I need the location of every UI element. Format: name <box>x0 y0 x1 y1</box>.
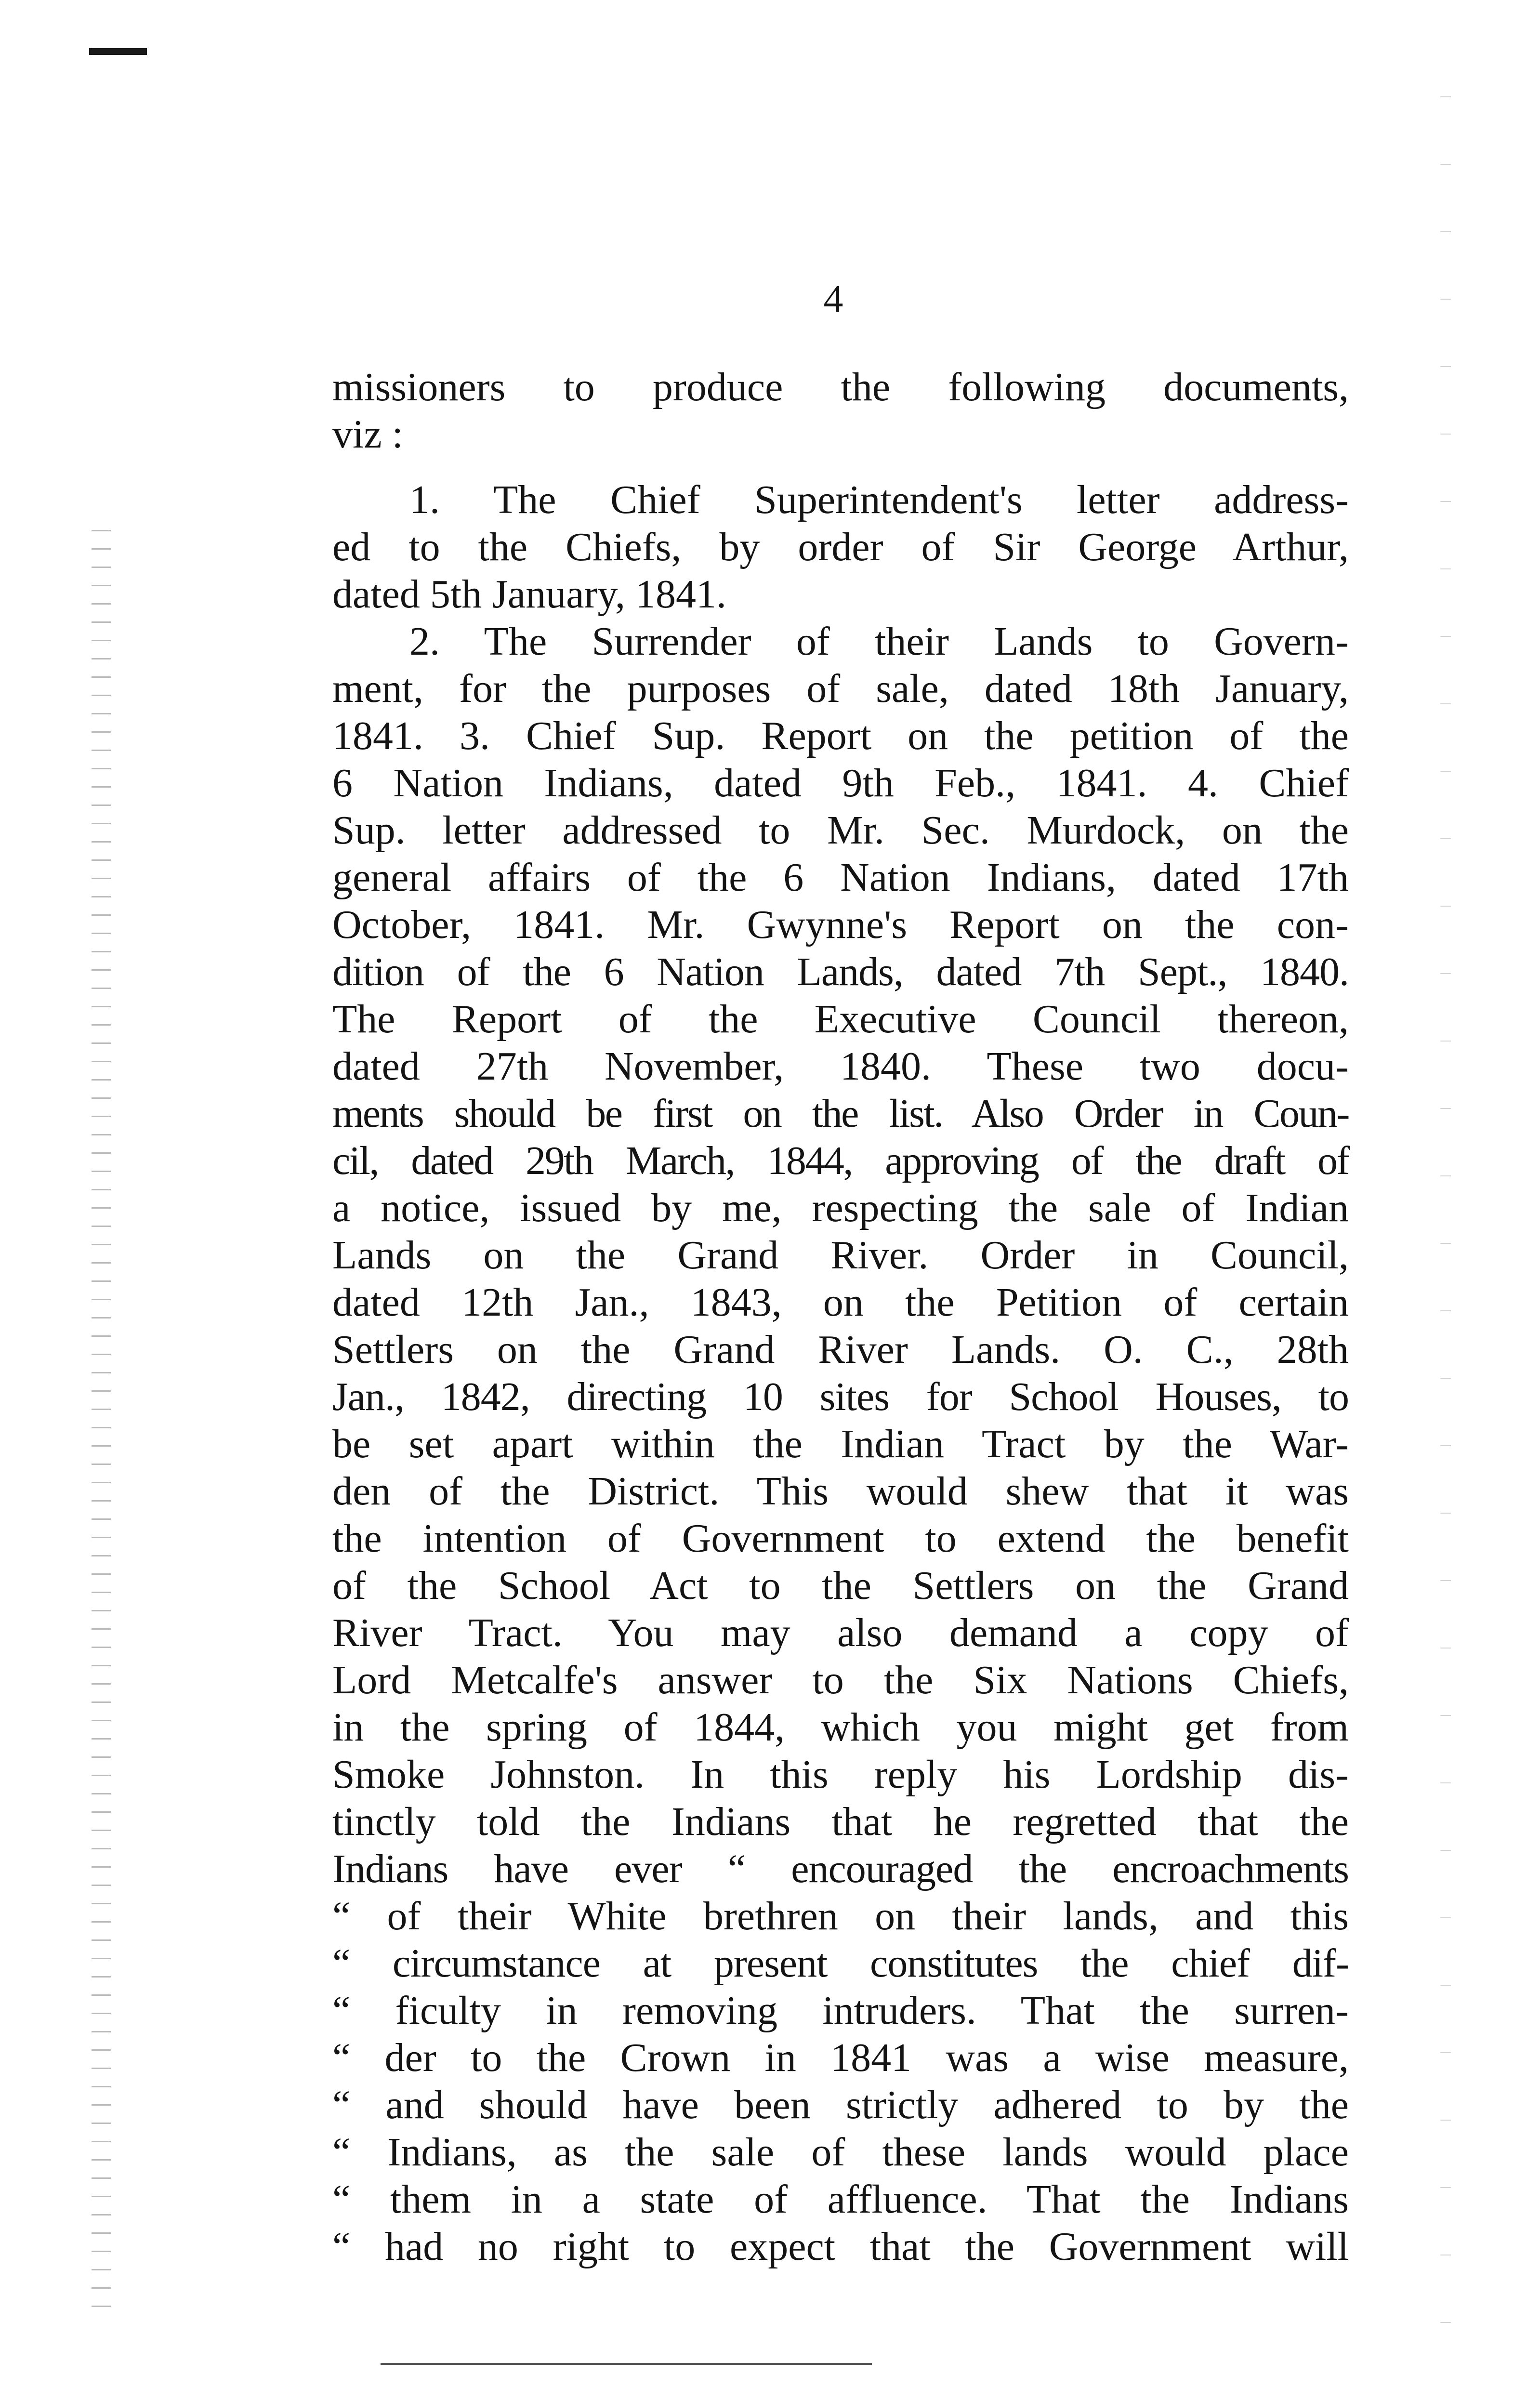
text-line: Sup. letter addressed to Mr. Sec. Murdock, on the <box>332 808 1349 853</box>
text-line: The Report of the Executive Council thereon, <box>332 997 1349 1042</box>
text-line: “ of their White brethren on their lands, and this <box>332 1894 1349 1938</box>
text-line: 6 Nation Indians, dated 9th Feb., 1841. 4. Chief <box>332 761 1349 805</box>
text-line: Settlers on the Grand River Lands. O. C., 28th <box>332 1327 1349 1372</box>
scan-speckle-left-margin <box>92 530 111 2312</box>
text-line: Indians have ever “ encouraged the encroachments <box>332 1846 1349 1891</box>
text-line: ment, for the purposes of sale, dated 18th January, <box>332 666 1349 711</box>
text-line: River Tract. You may also demand a copy of <box>332 1610 1349 1655</box>
text-line: “ them in a state of affluence. That the Indians <box>332 2177 1349 2222</box>
text-line: ed to the Chiefs, by order of Sir George Arthur, <box>332 525 1349 569</box>
text-line: dated 12th Jan., 1843, on the Petition of certain <box>332 1280 1349 1325</box>
scan-mark-top <box>89 48 147 55</box>
body-text <box>332 364 1349 2270</box>
text-line: “ Indians, as the sale of these lands would place <box>332 2130 1349 2175</box>
text-line: dated 27th November, 1840. These two docu- <box>332 1044 1349 1089</box>
text-line: ments should be first on the list. Also Order in Coun- <box>332 1091 1349 1136</box>
scan-mark-bottom <box>381 2363 872 2365</box>
text-line: Smoke Johnston. In this reply his Lordship dis- <box>332 1752 1349 1797</box>
text-line: “ der to the Crown in 1841 was a wise measure, <box>332 2035 1349 2080</box>
text-line: general affairs of the 6 Nation Indians, dated 17th <box>332 855 1349 900</box>
text-line: a notice, issued by me, respecting the sale of Indian <box>332 1186 1349 1230</box>
text-line: tinctly told the Indians that he regretted that the <box>332 1799 1349 1844</box>
text-line: “ ficulty in removing intruders. That the surren- <box>332 1988 1349 2033</box>
page-number: 4 <box>823 277 843 321</box>
text-line: the intention of Government to extend the benefit <box>332 1516 1349 1561</box>
text-line: be set apart within the Indian Tract by the War- <box>332 1422 1349 1466</box>
text-line: “ circumstance at present constitutes the chief dif- <box>332 1941 1349 1986</box>
scan-speckle-right-margin <box>1440 96 1451 2360</box>
text-line: den of the District. This would shew that it was <box>332 1469 1349 1514</box>
text-line: viz : <box>332 412 403 457</box>
text-line: “ and should have been strictly adhered to by the <box>332 2083 1349 2127</box>
text-line: Lord Metcalfe's answer to the Six Nations Chiefs, <box>332 1658 1349 1702</box>
text-line: October, 1841. Mr. Gwynne's Report on the con- <box>332 902 1349 947</box>
text-line: Lands on the Grand River. Order in Council, <box>332 1233 1349 1278</box>
text-line: “ had no right to expect that the Government will <box>332 2224 1349 2269</box>
text-line: 1. The Chief Superintendent's letter address- <box>409 477 1349 522</box>
text-line: in the spring of 1844, which you might get from <box>332 1705 1349 1750</box>
text-line: dition of the 6 Nation Lands, dated 7th Sept., 1840. <box>332 949 1349 994</box>
text-line: Jan., 1842, directing 10 sites for School Houses, to <box>332 1374 1349 1419</box>
text-line: dated 5th January, 1841. <box>332 572 727 617</box>
text-line: missioners to produce the following documents, <box>332 365 1349 409</box>
text-line: cil, dated 29th March, 1844, approving of the draft of <box>332 1138 1349 1183</box>
text-line: 1841. 3. Chief Sup. Report on the petition of the <box>332 713 1349 758</box>
text-line: 2. The Surrender of their Lands to Govern- <box>409 619 1349 664</box>
text-line: of the School Act to the Settlers on the Grand <box>332 1563 1349 1608</box>
